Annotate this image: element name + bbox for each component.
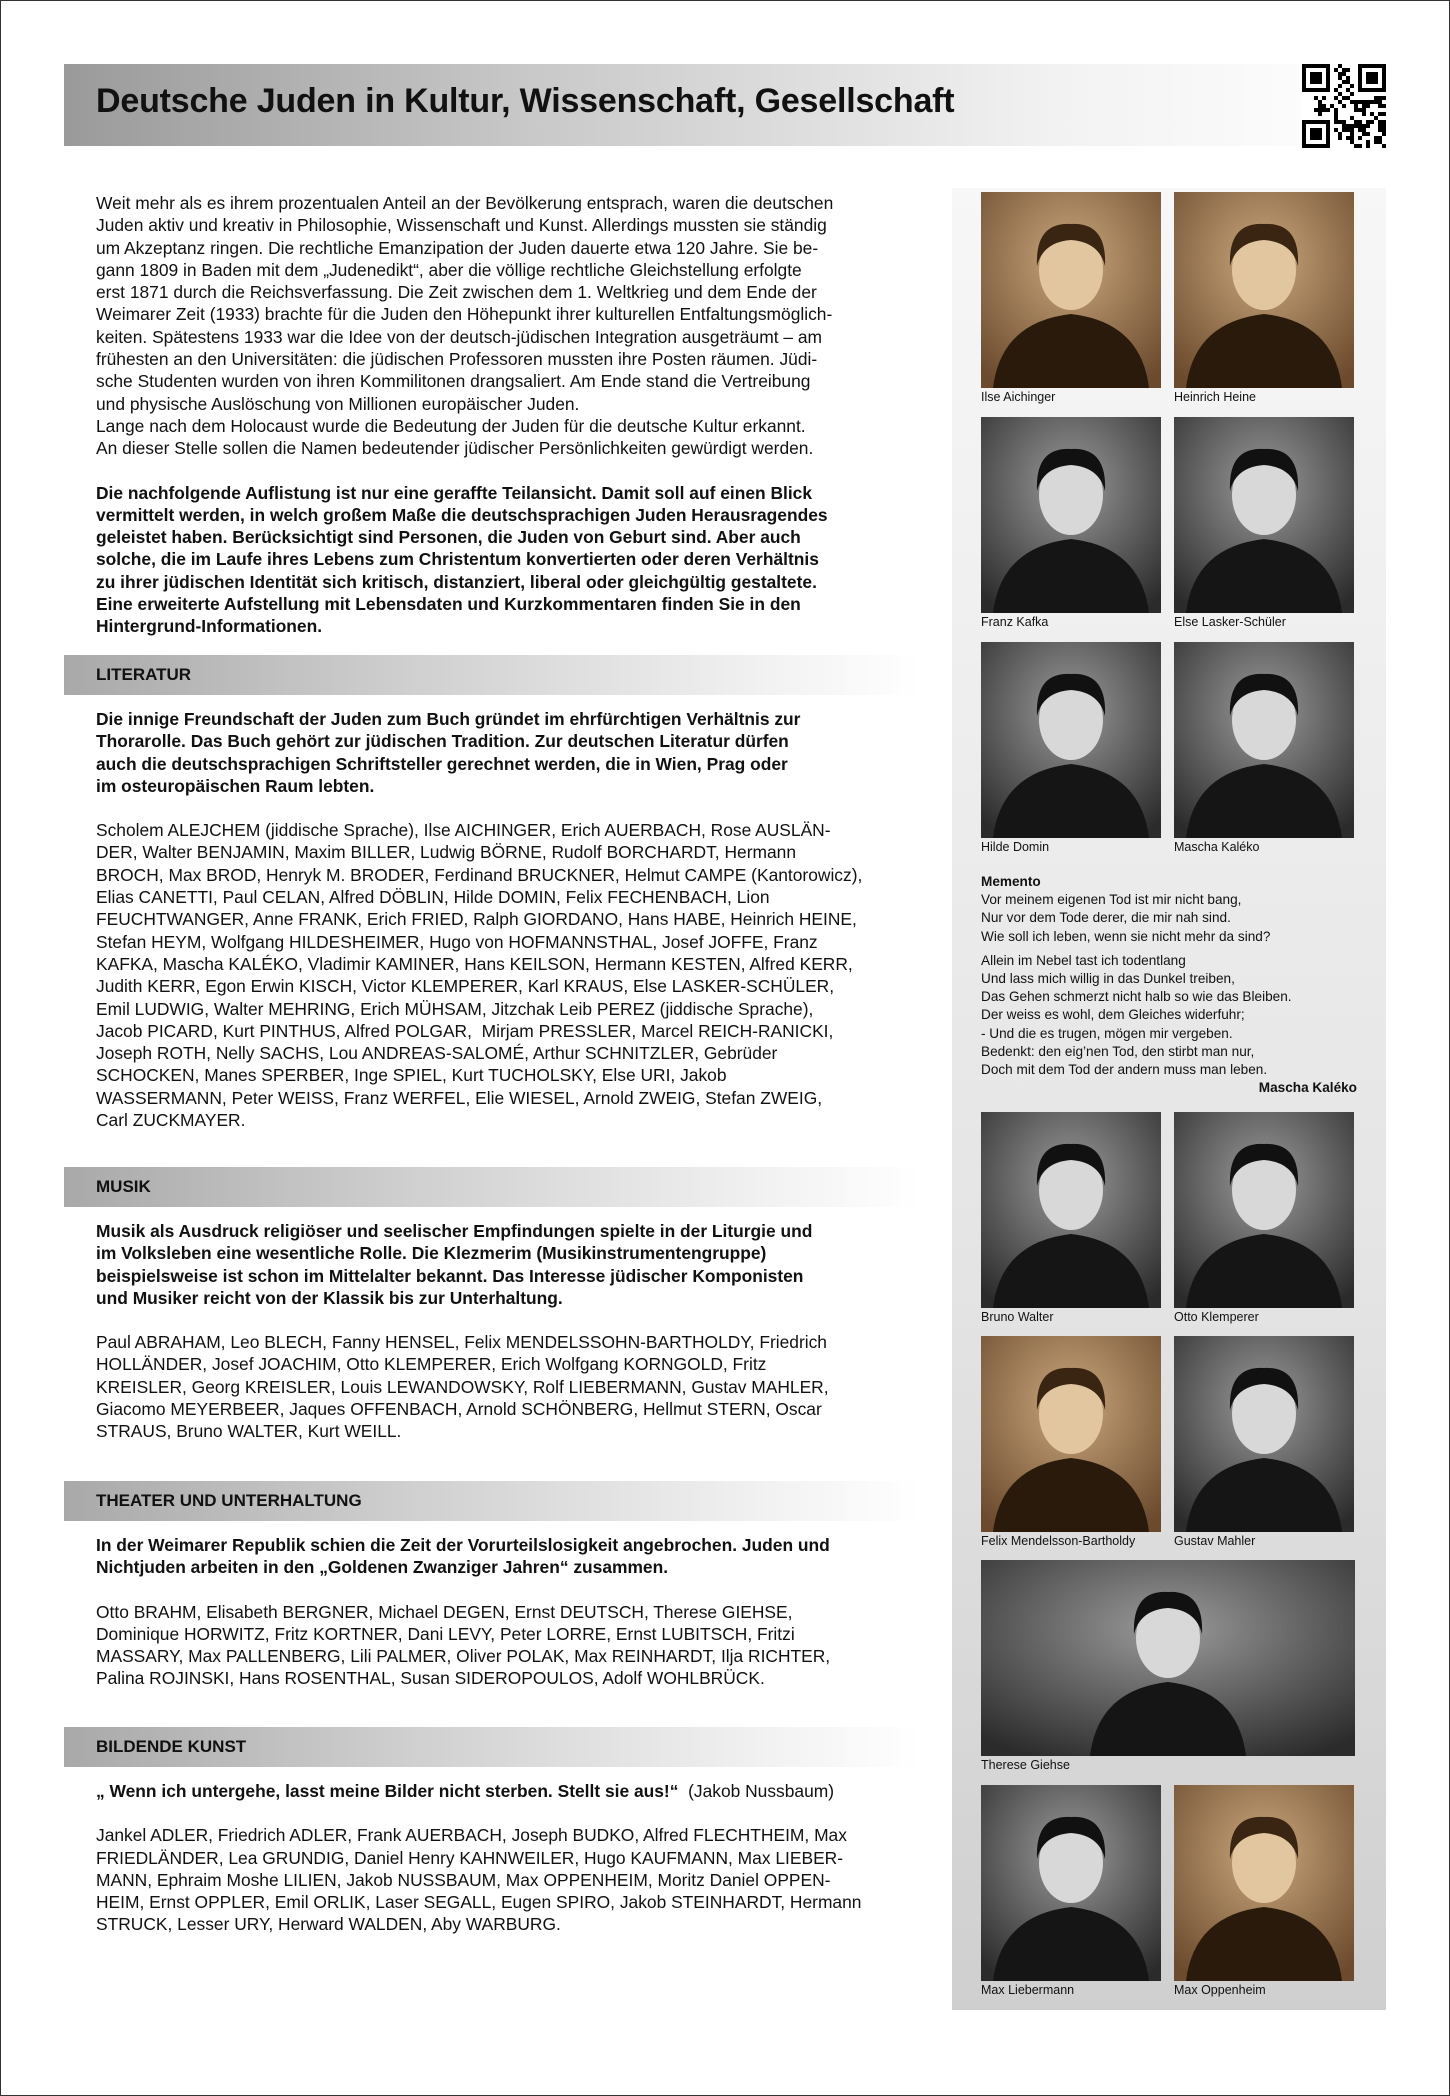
qr-module (1382, 96, 1386, 100)
photo-caption: Felix Mendelsson-Bartholdy (981, 1534, 1136, 1548)
qr-module (1318, 112, 1322, 116)
section-title-kunst: BILDENDE KUNST (96, 1737, 247, 1756)
qr-module (1378, 128, 1382, 132)
qr-module (1362, 128, 1366, 132)
qr-module (1318, 104, 1322, 108)
qr-module (1314, 96, 1318, 100)
photo-caption: Ilse Aichinger (981, 390, 1056, 404)
theater-section (96, 1534, 926, 1690)
qr-module (1382, 112, 1386, 116)
portrait-photo (981, 1336, 1161, 1532)
portrait-photo (981, 1785, 1161, 1981)
qr-module (1334, 128, 1338, 132)
qr-module (1362, 104, 1366, 108)
qr-module (1366, 120, 1370, 124)
qr-module (1354, 120, 1358, 124)
qr-module (1350, 124, 1354, 128)
qr-module (1382, 124, 1386, 128)
qr-module (1326, 108, 1330, 112)
qr-module (1346, 124, 1350, 128)
intro-text: Weit mehr als es ihrem prozentualen Anteil an der Bevölkerung entsprach, waren die deutschen Juden aktiv und kreativ in Philosophie, Wissenschaft und Kunst. Allerdings mussten sie ständig um Akzeptanz ringen. Die rechtliche Emanzipation der Juden dauerte etwa 120 Jahre. Sie be- gann 1809 in Baden mit dem „Judenedikt“, aber die völlige rechtliche Gleichstellung erfolgte erst 1871 durch die Reichsverfassung. Die Zeit zwischen dem 1. Weltkrieg und dem Ende der Weimarer Zeit (1933) brachte für die Juden den Höhepunkt ihrer kulturellen Entfaltungsmöglich- keiten. Spätestens 1933 war die Idee von der deutsch-jüdischen Integration ausgeträumt – am frühesten an den Universitäten: die jüdischen Professoren mussten ihre Posten räumen. Jüdi- sche Studenten wurden von ihren Kommilitonen drangsaliert. Am Ende stand die Vertreibung und physische Auslöschung von Millionen europäischer Juden. Lange nach dem Holocaust wurde die Bedeutung der Juden für die deutsche Kultur erkannt. An dieser Stelle sollen die Namen bedeutender jüdischer Persönlichkeiten gewürdigt werden. (96, 193, 834, 459)
section-title-musik: MUSIK (96, 1177, 151, 1196)
poem-author: Mascha Kaléko (1258, 1080, 1357, 1096)
section-band-literatur (64, 655, 920, 695)
portrait-photo (1174, 192, 1354, 388)
qr-module (1322, 96, 1326, 100)
qr-module (1354, 104, 1358, 108)
poem-line: Allein im Nebel tast ich todentlang (981, 952, 1186, 968)
intro-bold-text: Die nachfolgende Auflistung ist nur eine geraffte Teilansicht. Damit soll auf einen Blick vermittelt werden, in welch großem Maße die deutschsprachigen Juden Herausragendes geleistet haben. Berücksichtigt sind Personen, die Juden von Geburt sind. Aber auch solche, die im Laufe ihres Lebens zum Christentum konvertierten oder deren Verhältnis zu ihrer jüdischen Identität sich kritisch, distanziert, liberal oder gleichgültig gestaltete. Eine erweiterte Aufstellung mit Lebensdaten und Kurzkommentaren finden Sie in den Hintergrund-Informationen. (96, 482, 828, 637)
intro-section (96, 192, 926, 638)
photo-caption: Else Lasker-Schüler (1174, 615, 1286, 629)
qr-module (1378, 96, 1382, 100)
qr-module (1350, 92, 1354, 96)
qr-module (1350, 136, 1354, 140)
qr-module (1338, 120, 1342, 124)
page-title: Deutsche Juden in Kultur, Wissenschaft, Gesellschaft (96, 82, 955, 120)
qr-module (1378, 124, 1382, 128)
section-title-theater: THEATER UND UNTERHALTUNG (96, 1491, 362, 1510)
qr-module (1382, 132, 1386, 136)
qr-module (1358, 136, 1362, 140)
kunst-quote: „ Wenn ich untergehe, lasst meine Bilder nicht sterben. Stellt sie aus!“ (96, 1781, 679, 1801)
qr-module (1354, 100, 1358, 104)
portrait-photo (981, 417, 1161, 613)
qr-module (1378, 104, 1382, 108)
qr-module (1350, 100, 1354, 104)
qr-module (1334, 68, 1338, 72)
poem-memento (981, 873, 1357, 1097)
qr-module (1350, 140, 1354, 144)
qr-module (1374, 100, 1378, 104)
qr-module (1350, 128, 1354, 132)
qr-finder (1310, 72, 1322, 84)
qr-module (1338, 100, 1342, 104)
portrait-photo (1174, 642, 1354, 838)
qr-module (1338, 72, 1342, 76)
qr-module (1366, 100, 1370, 104)
qr-module (1354, 124, 1358, 128)
qr-module (1338, 136, 1342, 140)
qr-module (1338, 84, 1342, 88)
portrait-photo (1174, 1785, 1354, 1981)
qr-module (1346, 88, 1350, 92)
qr-module (1382, 144, 1386, 148)
qr-module (1370, 120, 1374, 124)
poem-line: Bedenkt: den eig’nen Tod, den stirbt man nur, (981, 1043, 1255, 1059)
qr-module (1346, 128, 1350, 132)
poem-stanza-2 (981, 952, 1357, 1079)
poem-line: - Und die es trugen, mögen mir vergeben. (981, 1025, 1233, 1041)
portrait-photo (981, 1560, 1355, 1756)
portrait-photo (981, 1112, 1161, 1308)
qr-module (1342, 104, 1346, 108)
qr-module (1338, 64, 1342, 68)
qr-module (1334, 96, 1338, 100)
portrait-photo (981, 642, 1161, 838)
qr-module (1342, 80, 1346, 84)
qr-module (1358, 100, 1362, 104)
section-title-literatur: LITERATUR (96, 665, 192, 684)
photo-caption: Bruno Walter (981, 1310, 1054, 1324)
qr-finder (1310, 128, 1322, 140)
qr-module (1382, 104, 1386, 108)
qr-module (1374, 116, 1378, 120)
qr-module (1334, 108, 1338, 112)
qr-module (1318, 100, 1322, 104)
qr-module (1354, 108, 1358, 112)
qr-module (1354, 144, 1358, 148)
poem-line: Nur vor dem Tode derer, die mir nah sind. (981, 910, 1231, 926)
qr-module (1338, 92, 1342, 96)
qr-module (1366, 124, 1370, 128)
photo-caption: Gustav Mahler (1174, 1534, 1256, 1548)
qr-module (1374, 96, 1378, 100)
qr-module (1362, 112, 1366, 116)
qr-module (1342, 96, 1346, 100)
qr-module (1334, 88, 1338, 92)
qr-module (1350, 84, 1354, 88)
qr-module (1358, 108, 1362, 112)
photo-caption: Max Liebermann (981, 1983, 1075, 1997)
kunst-quote-source: (Jakob Nussbaum) (678, 1781, 835, 1801)
musik-lead: Musik als Ausdruck religiöser und seelischer Empfindungen spielte in der Liturgie und im Volksleben eine wesentliche Rolle. Die Klezmerim (Musikinstrumentengruppe) beispielsweise ist schon im Mittelalter bekannt. Das Interesse jüdischer Komponisten und Musiker reicht von der Klassik bis zur Unterhaltung. (96, 1221, 813, 1308)
qr-module (1338, 76, 1342, 80)
qr-module (1370, 112, 1374, 116)
photo-caption: Franz Kafka (981, 615, 1049, 629)
musik-section (96, 1220, 926, 1443)
qr-module (1378, 140, 1382, 144)
photo-caption: Max Oppenheim (1174, 1983, 1266, 1997)
qr-module (1318, 108, 1322, 112)
theater-lead: In der Weimarer Republik schien die Zeit der Vorurteilslosigkeit angebrochen. Juden und Nichtjuden arbeiten in den „Goldenen Zwanziger Jahren“ zusammen. (96, 1535, 830, 1578)
qr-module (1374, 136, 1378, 140)
portrait-photo (1174, 417, 1354, 613)
poem-line: Der weiss es wohl, dem Gleiches widerfuhr; (981, 1007, 1245, 1023)
photo-caption: Otto Klemperer (1174, 1310, 1259, 1324)
portrait-photo (981, 192, 1161, 388)
poem-line: Doch mit dem Tod der andern muss man leben. (981, 1062, 1268, 1078)
qr-module (1378, 120, 1382, 124)
portrait-photo (1174, 1112, 1354, 1308)
qr-module (1334, 120, 1338, 124)
qr-module (1322, 108, 1326, 112)
qr-module (1342, 124, 1346, 128)
qr-module (1342, 68, 1346, 72)
qr-module (1342, 120, 1346, 124)
kunst-quote-line (96, 1780, 926, 1802)
qr-module (1334, 112, 1338, 116)
qr-module (1358, 144, 1362, 148)
qr-module (1362, 100, 1366, 104)
qr-module (1362, 124, 1366, 128)
photo-caption: Therese Giehse (981, 1758, 1070, 1772)
musik-names: Paul ABRAHAM, Leo BLECH, Fanny HENSEL, Felix MENDELSSOHN-BARTHOLDY, Friedrich HOLLÄNDER, Josef JOACHIM, Otto KLEMPERER, Erich Wolfgang KORNGOLD, Fritz KREISLER, Georg KREISLER, Louis LEWANDOWSKY, Rolf LIEBERMANN, Gustav MAHLER, Giacomo MEYERBEER, Jaques OFFENBACH, Arnold SCHÖNBERG, Hellmut STERN, Oscar STRAUS, Bruno WALTER, Kurt WEILL. (96, 1332, 829, 1442)
portrait-photo (1174, 1336, 1354, 1532)
poem-line: Und lass mich willig in das Dunkel treiben, (981, 971, 1235, 987)
qr-module (1346, 76, 1350, 80)
qr-module (1374, 140, 1378, 144)
qr-module (1330, 104, 1334, 108)
theater-names: Otto BRAHM, Elisabeth BERGNER, Michael DEGEN, Ernst DEUTSCH, Therese GIEHSE, Dominique HORWITZ, Fritz KORTNER, Dani LEVY, Peter LORRE, Ernst LUBITSCH, Fritzi MASSARY, Max PALLENBERG, Lili PALMER, Oliver POLAK, Max REINHARDT, Ilja RICHTER, Palina ROJINSKI, Hans ROSENTHAL, Susan SIDEROPOULOS, Adolf WOHLBRÜCK. (96, 1601, 831, 1689)
qr-module (1350, 116, 1354, 120)
qr-module (1342, 72, 1346, 76)
qr-module (1358, 124, 1362, 128)
qr-module (1350, 132, 1354, 136)
qr-module (1366, 144, 1370, 148)
photo-caption: Mascha Kaléko (1174, 840, 1260, 854)
qr-module (1362, 132, 1366, 136)
photo-caption: Hilde Domin (981, 840, 1050, 854)
qr-module (1378, 136, 1382, 140)
qr-module (1346, 136, 1350, 140)
photo-caption: Heinrich Heine (1174, 390, 1256, 404)
kunst-section (96, 1780, 926, 1936)
literatur-lead: Die innige Freundschaft der Juden zum Buch gründet im ehrfürchtigen Verhältnis zur Thorarolle. Das Buch gehört zur jüdischen Tradition. Zur deutschen Literatur dürfen auch die deutschsprachigen Schriftsteller gerechnet werden, die in Wien, Prag oder im osteuropäischen Raum lebten. (96, 709, 801, 796)
qr-module (1346, 96, 1350, 100)
qr-module (1382, 120, 1386, 124)
qr-module (1378, 100, 1382, 104)
qr-module (1314, 108, 1318, 112)
poem-title: Memento (981, 874, 1041, 889)
qr-module (1338, 132, 1342, 136)
qr-module (1346, 80, 1350, 84)
qr-module (1366, 132, 1370, 136)
qr-module (1358, 120, 1362, 124)
qr-module (1334, 116, 1338, 120)
literatur-names: Scholem ALEJCHEM (jiddische Sprache), Ilse AICHINGER, Erich AUERBACH, Rose AUSLÄN- DER, Walter BENJAMIN, Maxim BILLER, Ludwig BÖRNE, Rudolf BORCHARDT, Hermann BROCH, Max BROD, Henryk M. BRODER, Ferdinand BRUCKNER, Helmut CAMPE (Kantorowicz), Elias CANETTI, Paul CELAN, Alfred DÖBLIN, Hilde DOMIN, Felix FECHENBACH, Lion FEUCHTWANGER, Anne FRANK, Erich FRIED, Ralph GIORDANO, Hans HABE, Heinrich HEINE, Stefan HEYM, Wolfgang HILDESHEIMER, Hugo von HOFMANNSTHAL, Josef JOFFE, Franz KAFKA, Mascha KALÉKO, Vladimir KAMINER, Hans KEILSON, Hermann KESTEN, Alfred KERR, Judith KERR, Egon Erwin KISCH, Victor KLEMPERER, Karl KRAUS, Else LASKER-SCHÜLER, Emil LUDWIG, Walter MEHRING, Erich MÜHSAM, Jitzchak Leib PEREZ (jiddische Sprache), Jacob PICARD, Kurt PINTHUS, Alfred POLGAR, Mirjam PRESSLER, Marcel REICH-RANICKI, Joseph ROTH, Nelly SACHS, Lou ANDREAS-SALOMÉ, Arthur SCHNITZLER, Gebrüder SCHOCKEN, Manes SPERBER, Inge SPIEL, Kurt TUCHOLSKY, Else URI, Jakob WASSERMANN, Peter WEISS, Franz WERFEL, Elie WIESEL, Arnold ZWEIG, Stefan ZWEIG, Carl ZUCKMAYER. (96, 820, 863, 1131)
kunst-names: Jankel ADLER, Friedrich ADLER, Frank AUERBACH, Joseph BUDKO, Alfred FLECHTHEIM, Max FRIEDLÄNDER, Lea GRUNDIG, Daniel Henry KAHNWEILER, Hugo KAUFMANN, Max LIEBER- MANN, Ephraim Moshe LILIEN, Jakob NUSSBAUM, Max OPPENHEIM, Moritz Daniel OPPEN- HEIM, Ernst OPPLER, Emil ORLIK, Laser SEGALL, Eugen SPIRO, Jakob STEINHARDT, Hermann STRUCK, Lesser URY, Herward WALDEN, Aby WARBURG. (96, 1825, 862, 1935)
qr-module (1382, 128, 1386, 132)
qr-module (1322, 104, 1326, 108)
qr-module (1378, 112, 1382, 116)
qr-finder (1366, 72, 1378, 84)
poem-stanza-1 (981, 891, 1357, 946)
poem-line: Vor meinem eigenen Tod ist mir nicht bang, (981, 892, 1242, 908)
qr-module (1366, 140, 1370, 144)
qr-module (1342, 128, 1346, 132)
qr-module (1370, 100, 1374, 104)
poem-line: Das Gehen schmerzt nicht halb so wie das Bleiben. (981, 989, 1292, 1005)
qr-module (1358, 128, 1362, 132)
qr-code-icon[interactable] (1302, 64, 1386, 148)
qr-module (1366, 104, 1370, 108)
section-band-musik (64, 1167, 920, 1207)
qr-module (1362, 108, 1366, 112)
qr-module (1346, 68, 1350, 72)
literatur-section (96, 708, 926, 1131)
poem-line: Wie soll ich leben, wenn sie nicht mehr da sind? (981, 928, 1271, 944)
